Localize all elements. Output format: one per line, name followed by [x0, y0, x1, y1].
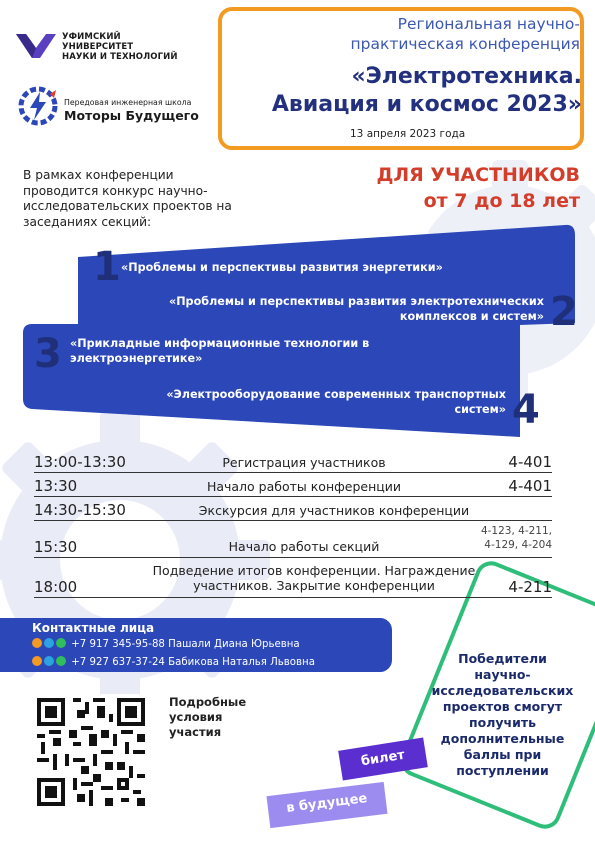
- phone-icon[interactable]: [32, 656, 42, 666]
- conditions-line: участия: [169, 725, 222, 739]
- school-name: Моторы Будущего: [64, 108, 199, 123]
- audience-heading: [290, 162, 580, 214]
- winners-line: поступлении: [456, 763, 549, 778]
- schedule-event-line: Подведение итогов конференции. Награждение: [152, 563, 476, 578]
- telegram-icon[interactable]: [44, 656, 54, 666]
- contact-phone[interactable]: +7 917 345-95-88: [71, 639, 165, 650]
- contact-name: Бабикова Наталья Львовна: [168, 657, 315, 668]
- schedule-row: [34, 452, 552, 473]
- school-caption: Передовая инженерная школа: [64, 98, 192, 107]
- ticket-tag: билет: [338, 737, 428, 780]
- conditions-link[interactable]: [169, 695, 246, 740]
- schedule-room-line: 4-123, 4-211,: [480, 525, 552, 537]
- schedule-event: Начало работы конференции: [206, 479, 402, 494]
- section-title-line: «Прикладные информационные технологии в: [70, 337, 370, 350]
- schedule-event: Экскурсия для участников конференции: [198, 503, 470, 518]
- section-title-line: электроэнергетике»: [70, 351, 203, 365]
- schedule-room: 4-401: [508, 453, 552, 471]
- section-title-line: «Проблемы и перспективы развития электротехнических: [168, 295, 544, 308]
- contact-name: Пашали Диана Юрьевна: [168, 639, 300, 650]
- winners-line: дополнительные: [440, 731, 565, 746]
- university-name-line: УНИВЕРСИТЕТ: [62, 42, 134, 52]
- intro-line: В рамках конференции: [23, 168, 174, 182]
- schedule-row: [34, 500, 552, 521]
- section-number: 3: [34, 331, 62, 377]
- conference-title-line: «Электротехника.: [351, 64, 582, 89]
- conditions-line: Подробные: [169, 695, 247, 709]
- section-title: [90, 295, 544, 324]
- section-number: 1: [93, 244, 121, 290]
- schedule-time: 18:00: [34, 578, 78, 596]
- winners-line: исследовательских: [431, 683, 574, 698]
- schedule-time: 14:30-15:30: [34, 501, 126, 519]
- contact-phone[interactable]: +7 927 637-37-24: [71, 657, 165, 668]
- university-name-line: НАУКИ И ТЕХНОЛОГИЙ: [62, 52, 178, 62]
- intro-line: исследовательских проектов на: [23, 199, 232, 214]
- section-title-line: систем»: [454, 402, 506, 416]
- schedule-event-line: участников. Закрытие конференции: [193, 578, 435, 593]
- whatsapp-icon[interactable]: [56, 656, 66, 666]
- contacts-title: Контактные лица: [32, 621, 155, 635]
- gear-lightning-logo-icon: [16, 84, 60, 128]
- qr-code-icon[interactable]: [33, 694, 149, 810]
- university-name: [62, 32, 178, 62]
- schedule-room-line: 4-129, 4-204: [484, 539, 552, 551]
- background-gear-icon: [0, 400, 280, 720]
- schedule-time: 13:00-13:30: [34, 453, 126, 471]
- intro-line: заседаниях секций:: [23, 214, 152, 229]
- future-tag: в будущее: [266, 782, 387, 828]
- schedule-event: Начало работы секций: [228, 539, 380, 554]
- schedule-event: [134, 563, 494, 593]
- usatu-logo-icon: [16, 30, 56, 60]
- schedule-row: [34, 476, 552, 497]
- winners-note: [420, 651, 585, 779]
- schedule-room: [481, 524, 552, 552]
- section-title-line: комплексов и систем»: [399, 309, 544, 323]
- telegram-icon[interactable]: [44, 638, 54, 648]
- conference-subtitle-line: практическая конференция: [350, 35, 580, 53]
- schedule-time: 15:30: [34, 538, 78, 556]
- section-title: «Проблемы и перспективы развития энергетики»: [121, 261, 443, 274]
- section-number: 4: [512, 387, 540, 433]
- winners-line: Победители: [458, 651, 547, 666]
- university-name-line: УФИМСКИЙ: [62, 32, 121, 42]
- contact-row: [32, 638, 300, 650]
- winners-line: научно-: [474, 667, 531, 682]
- conference-subtitle-line: Региональная научно-: [397, 15, 580, 33]
- contact-row: [32, 656, 315, 668]
- conference-date: 13 апреля 2023 года: [350, 128, 466, 140]
- intro-text: [23, 168, 283, 230]
- audience-line: ДЛЯ УЧАСТНИКОВ: [376, 164, 580, 186]
- conference-title: [228, 63, 582, 119]
- section-title: [70, 337, 430, 366]
- audience-line: от 7 до 18 лет: [423, 190, 580, 212]
- schedule-event: Регистрация участников: [222, 455, 386, 470]
- schedule-room: 4-401: [508, 477, 552, 495]
- winners-line: получить: [468, 715, 537, 730]
- conference-title-line: Авиация и космос 2023»: [271, 92, 582, 117]
- schedule-row: [34, 561, 552, 598]
- section-number: 2: [550, 289, 578, 335]
- conditions-line: условия: [169, 710, 223, 724]
- intro-line: проводится конкурс научно-: [23, 183, 208, 198]
- winners-line: баллы при: [463, 747, 542, 762]
- whatsapp-icon[interactable]: [56, 638, 66, 648]
- schedule-row: [34, 522, 552, 558]
- conference-subtitle: [230, 14, 580, 54]
- winners-line: проектов смогут: [442, 699, 563, 714]
- phone-icon[interactable]: [32, 638, 42, 648]
- schedule-room: 4-211: [508, 578, 552, 596]
- schedule-time: 13:30: [34, 477, 78, 495]
- section-title: [90, 388, 506, 417]
- section-title-line: «Электрооборудование современных транспортных: [166, 388, 506, 401]
